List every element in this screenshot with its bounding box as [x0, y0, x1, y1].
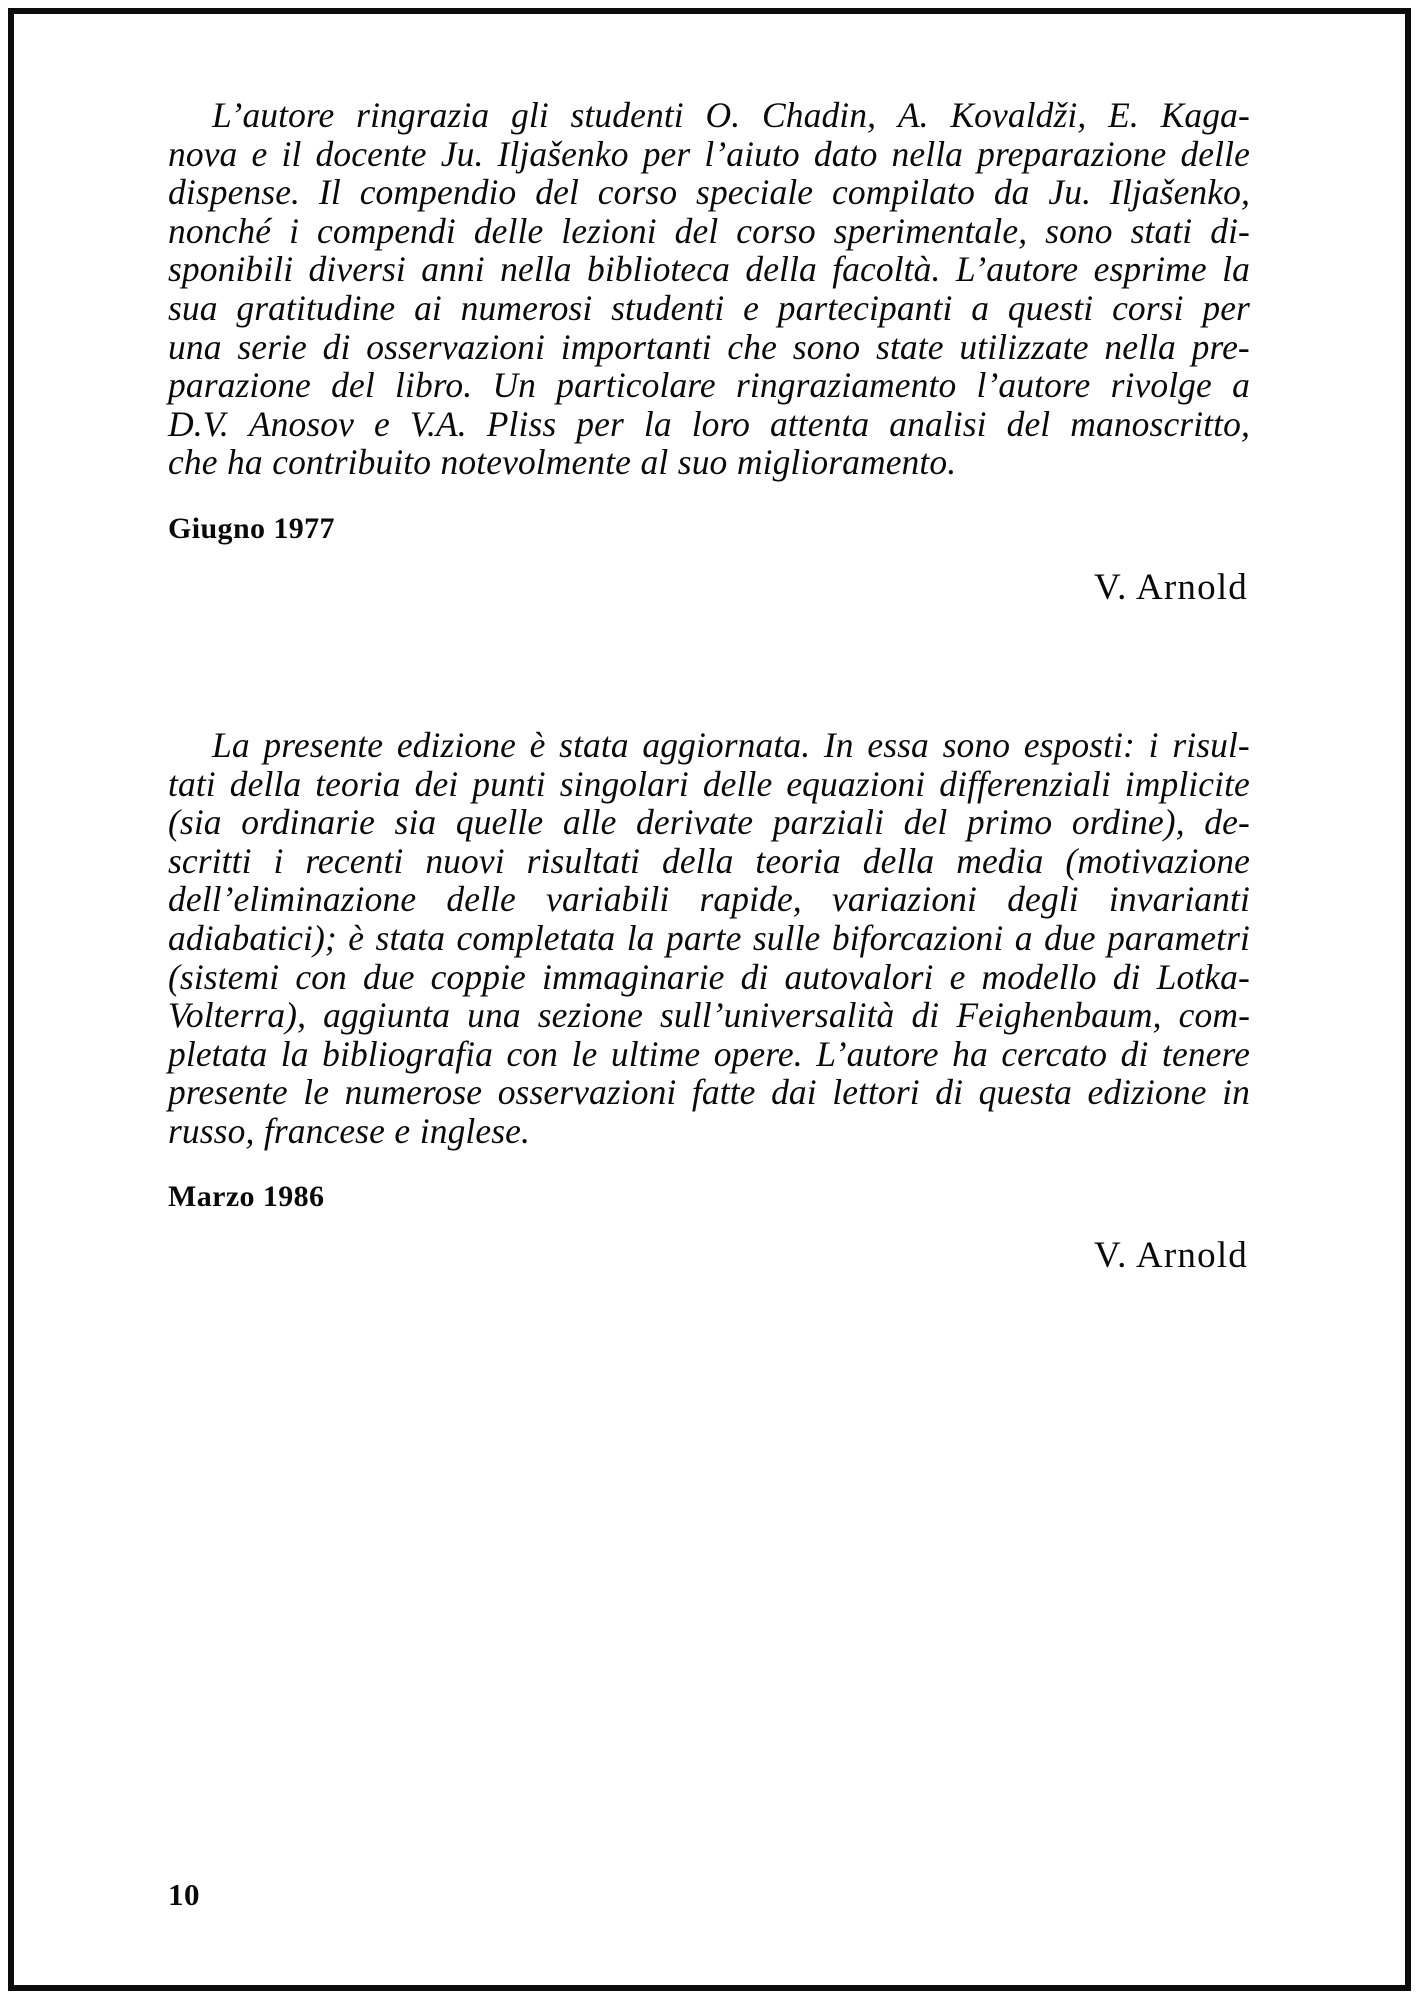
text-line: dispense. Il compendio del corso speciale compilato da Ju. Iljašenko,	[168, 172, 1250, 213]
acknowledgements-date: Giugno 1977	[168, 511, 335, 545]
text-line: sponibili diversi anni nella biblioteca della facoltà. L’autore esprime la	[168, 249, 1250, 290]
text-line: una serie di osservazioni importanti che sono state utilizzate nella pre-	[168, 326, 1250, 367]
new-edition-date: Marzo 1986	[168, 1180, 325, 1214]
new-edition-paragraph	[168, 726, 1250, 1151]
text-line: D.V. Anosov e V.A. Pliss per la loro attenta analisi del manoscritto,	[168, 403, 1250, 444]
text-line: La presente edizione è stata aggiornata. In essa sono esposti: i risul-	[212, 724, 1250, 765]
text-line: che ha contribuito notevolmente al suo miglioramento.	[168, 442, 957, 483]
acknowledgements-paragraph	[168, 96, 1250, 482]
new-edition-signature: V. Arnold	[1093, 1235, 1248, 1277]
text-line: adiabatici); è stata completata la parte sulle biforcazioni a due parametri	[168, 917, 1250, 958]
text-line: scritti i recenti nuovi risultati della teoria della media (motivazione	[168, 840, 1250, 881]
spacer	[168, 482, 1250, 512]
text-line: Volterra), aggiunta una sezione sull’universalità di Feighenbaum, com-	[168, 995, 1250, 1036]
text-line: russo, francese e inglese.	[168, 1110, 530, 1151]
spacer	[168, 1150, 1250, 1180]
text-line: (sistemi con due coppie immaginarie di autovalori e modello di Lotka-	[168, 956, 1250, 997]
spacer	[168, 1214, 1250, 1236]
page-number: 10	[168, 1877, 200, 1912]
text-line: sua gratitudine ai numerosi studenti e partecipanti a questi corsi per	[168, 287, 1250, 328]
acknowledgements-signature: V. Arnold	[1093, 566, 1248, 608]
text-line: (sia ordinarie sia quelle alle derivate parziali del primo ordine), de-	[168, 802, 1250, 843]
spacer	[168, 546, 1250, 568]
text-line: nova e il docente Ju. Iljašenko per l’aiuto dato nella preparazione delle	[168, 133, 1250, 174]
text-line: L’autore ringrazia gli studenti O. Chadin, A. Kovaldži, E. Kaga-	[212, 95, 1250, 135]
text-line: nonché i compendi delle lezioni del corso sperimentale, sono stati di-	[168, 210, 1250, 251]
text-line: parazione del libro. Un particolare ringraziamento l’autore rivolge a	[168, 365, 1250, 406]
text-line: pletata la bibliografia con le ultime opere. L’autore ha cercato di tenere	[168, 1033, 1250, 1074]
spacer	[168, 608, 1250, 726]
text-line: tati della teoria dei punti singolari delle equazioni differenziali implicite	[168, 763, 1250, 804]
text-line: presente le numerose osservazioni fatte dai lettori di questa edizione in	[168, 1072, 1250, 1113]
text-line: dell’eliminazione delle variabili rapide, variazioni degli invarianti	[168, 879, 1250, 920]
page-content	[168, 96, 1250, 1276]
